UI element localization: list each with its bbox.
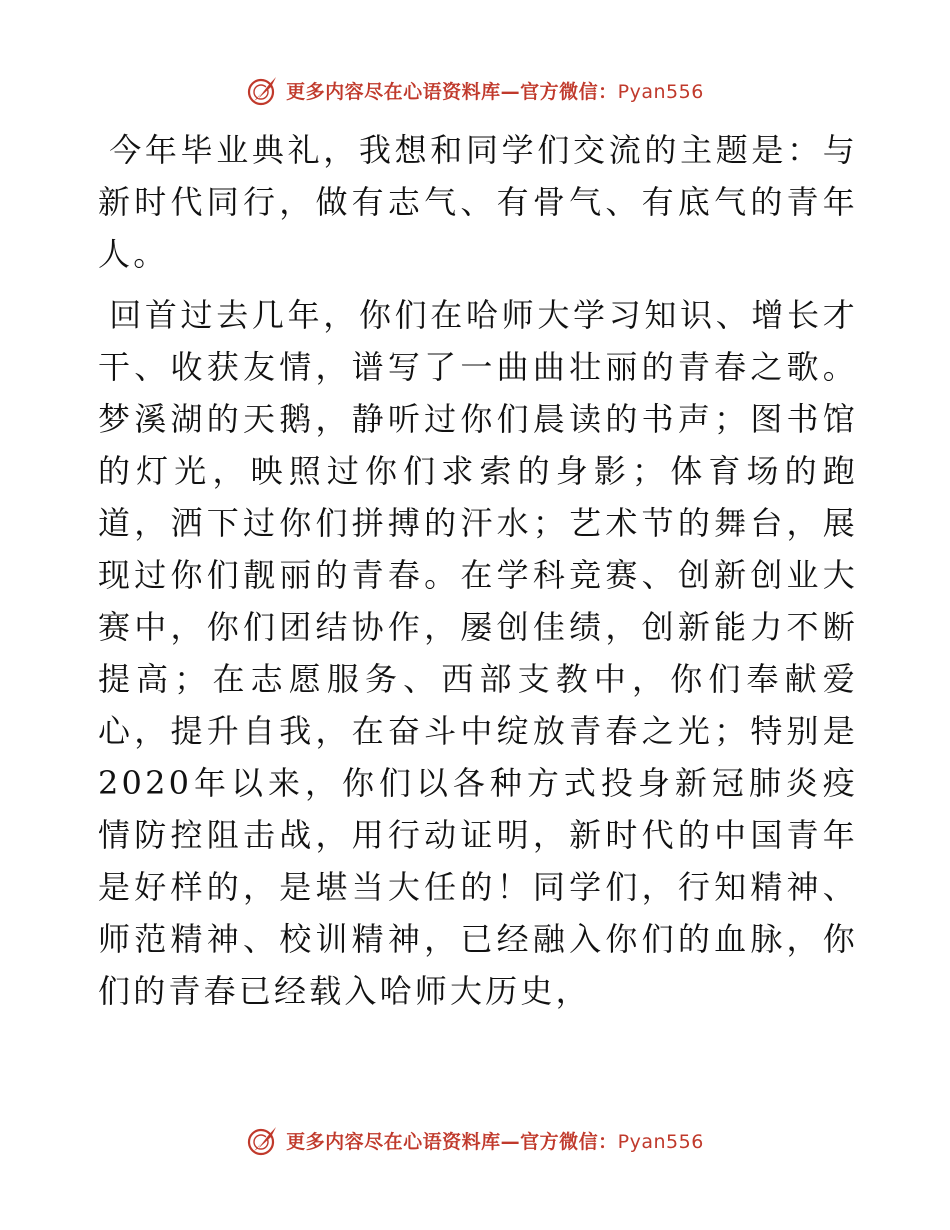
quill-logo-icon bbox=[246, 73, 280, 107]
header-site-text: 更多内容尽在心语资料库—官方微信： bbox=[286, 80, 618, 103]
paragraph-1: 今年毕业典礼，我想和同学们交流的主题是：与新时代同行，做有志气、有骨气、有底气的青年人。 bbox=[98, 131, 858, 273]
footer-site-text: 更多内容尽在心语资料库—官方微信： bbox=[286, 1130, 618, 1153]
footer-watermark-banner bbox=[0, 1120, 950, 1160]
header-wechat-id: Pyan556 bbox=[617, 80, 704, 103]
quill-logo-icon bbox=[246, 1123, 280, 1157]
footer-wechat-id: Pyan556 bbox=[617, 1130, 704, 1153]
footer-banner-text bbox=[286, 1127, 704, 1154]
header-watermark-banner bbox=[0, 70, 950, 110]
header-banner-text bbox=[286, 77, 704, 104]
document-body bbox=[98, 124, 858, 1017]
paragraph-2: 回首过去几年，你们在哈师大学习知识、增长才干、收获友情，谱写了一曲曲壮丽的青春之歌。梦溪湖的天鹅，静听过你们晨读的书声；图书馆的灯光，映照过你们求索的身影；体育场的跑道，洒下过你们拼搏的汗水；艺术节的舞台，展现过你们靓丽的青春。在学科竞赛、创新创业大赛中，你们团结协作，屡创佳绩，创新能力不断提高；在志愿服务、西部支教中，你们奉献爱心，提升自我，在奋斗中绽放青春之光；特别是2020年以来，你们以各种方式投身新冠肺炎疫情防控阻击战，用行动证明，新时代的中国青年是好样的，是堪当大任的！同学们，行知精神、师范精神、校训精神，已经融入你们的血脉，你们的青春已经载入哈师大历史， bbox=[98, 296, 858, 1010]
